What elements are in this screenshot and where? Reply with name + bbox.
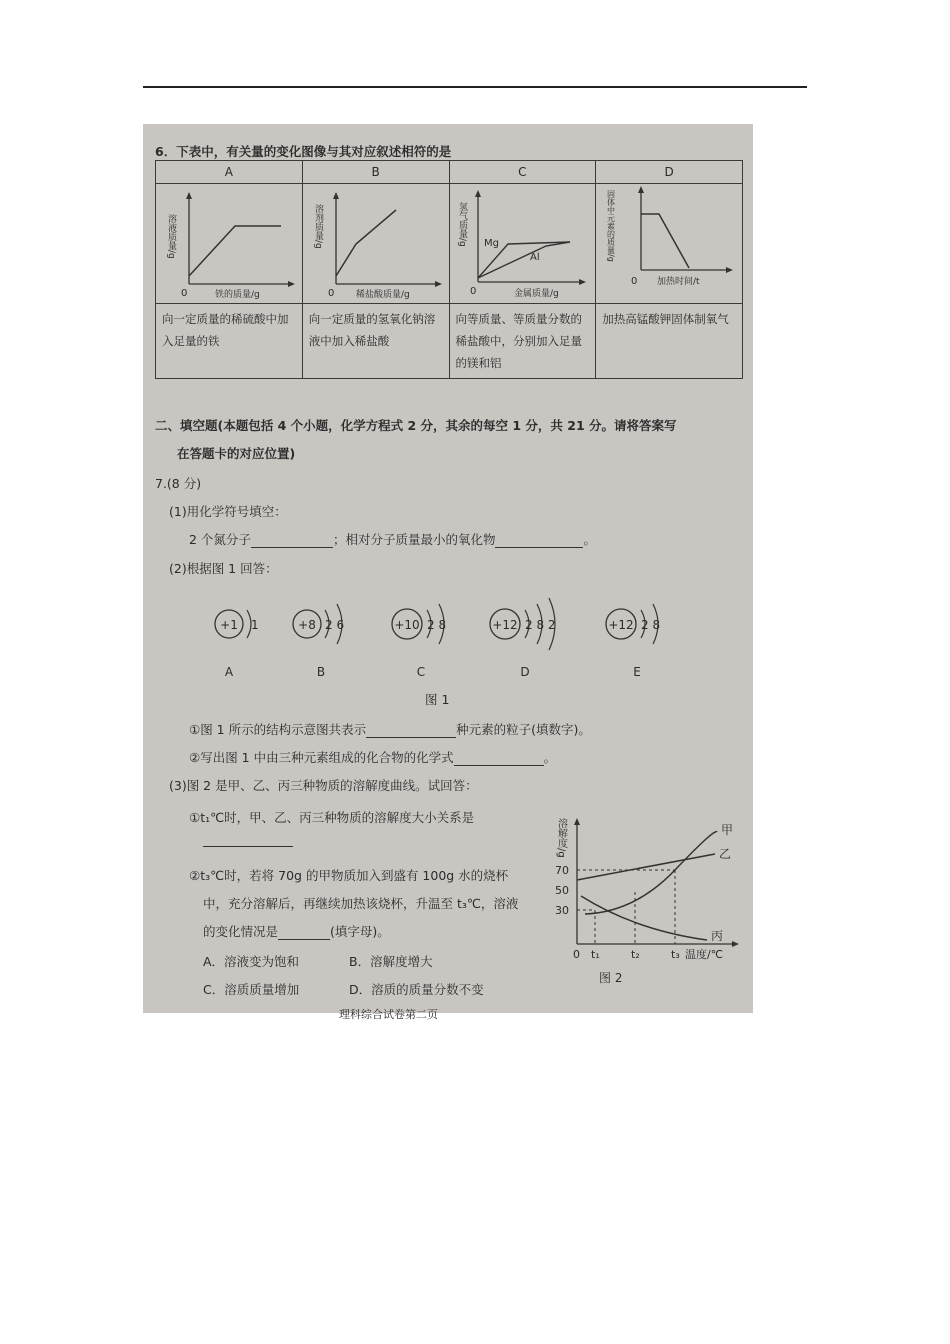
graph-d-origin: 0 <box>631 276 638 287</box>
q7-part3: (3)图 2 是甲、乙、丙三种物质的溶解度曲线。试回答： <box>169 778 478 793</box>
q6-graph-a-cell <box>156 184 303 304</box>
q7-part3-b1: ②t₃℃时，若将 70g 的甲物质加入到盛有 100g 水的烧杯 <box>189 868 509 883</box>
ytick-50: 50 <box>555 884 569 897</box>
svg-text:2 6: 2 6 <box>325 618 345 632</box>
svg-text:+1: +1 <box>220 618 238 632</box>
svg-text:1: 1 <box>251 618 259 632</box>
header-rule <box>143 86 807 88</box>
svg-text:+12: +12 <box>608 618 634 632</box>
q7-blank-2[interactable] <box>495 533 583 548</box>
atom-e <box>606 604 660 679</box>
q7-part1-end: 。 <box>583 532 596 547</box>
q7-part2-b-text1: ②写出图 1 中由三种元素组成的化合物的化学式 <box>189 750 454 765</box>
curve-bing <box>581 896 707 940</box>
q6-desc-d: 加热高锰酸钾固体制氧气 <box>596 304 743 379</box>
atom-b <box>293 604 344 679</box>
q6-graph-b <box>306 184 446 300</box>
curve-jia-label: 甲 <box>721 823 734 837</box>
svg-text:2 8: 2 8 <box>427 618 447 632</box>
atom-d <box>490 598 556 679</box>
q7-part3-b3: 的变化情况是 <box>203 924 279 939</box>
ytick-30: 30 <box>555 904 569 917</box>
q7-part1-b: ；相对分子质量最小的氧化物 <box>332 532 496 547</box>
graph-b-ylabel: 溶剂质量/g <box>312 204 323 249</box>
q6-header-d: D <box>596 161 743 184</box>
xtick-0: 0 <box>573 948 580 961</box>
graph-c-ylabel: 氢气质量/g <box>457 202 468 247</box>
q7-part2-b <box>189 748 556 766</box>
curve-yi-label: 乙 <box>719 847 732 861</box>
q7-part1: (1)用化学符号填空： <box>169 504 287 519</box>
graph-d-ylabel: 固体中元素的质量/g <box>606 190 616 262</box>
exam-photo <box>143 124 753 1021</box>
q6-desc-b: 向一定质量的氢氧化钠溶液中加入稀盐酸 <box>302 304 449 379</box>
x-axis-label: 温度/℃ <box>685 948 724 961</box>
xtick-t2: t₂ <box>631 948 640 961</box>
curve-yi <box>577 854 715 880</box>
svg-text:+8: +8 <box>298 618 316 632</box>
curve-bing-label: 丙 <box>711 929 724 943</box>
q6-graph-d <box>599 184 739 300</box>
svg-text:C: C <box>416 665 426 679</box>
q6-desc-a: 向一定质量的稀硫酸中加入足量的铁 <box>156 304 303 379</box>
q7-part3-a: ①t₁℃时，甲、乙、丙三种物质的溶解度大小关系是 <box>189 810 475 825</box>
figure-2-caption: 图 2 <box>599 971 623 985</box>
svg-text:2 8: 2 8 <box>641 618 661 632</box>
q7-option-c[interactable]: C．溶质质量增加 <box>203 982 300 997</box>
q7-part3-b2: 中，充分溶解后，再继续加热该烧杯，升温至 t₃℃，溶液 <box>203 896 519 911</box>
graph-c-origin: 0 <box>470 286 477 297</box>
q7-part3-b4: (填字母)。 <box>330 924 390 939</box>
q7-blank-1[interactable] <box>251 533 333 548</box>
atom-c <box>392 604 446 679</box>
q7-blank-4[interactable] <box>454 751 544 766</box>
q7-part2: (2)根据图 1 回答： <box>169 561 278 576</box>
svg-text:+10: +10 <box>394 618 420 632</box>
q7-blank-3[interactable] <box>366 723 456 738</box>
q6-stem: 6．下表中，有关量的变化图像与其对应叙述相符的是 <box>155 144 452 159</box>
q7-head: 7.(8 分) <box>155 476 202 491</box>
section2-line1: 二、填空题(本题包括 4 个小题，化学方程式 2 分，其余的每空 1 分，共 21 分。请将答案写 <box>155 418 677 433</box>
graph-c-mg-label: Mg <box>484 238 500 249</box>
q6-graph-c-cell <box>449 184 596 304</box>
figure-2-solubility <box>535 814 751 1000</box>
y-axis-label: 溶解度/g <box>555 818 567 858</box>
q6-header-b: B <box>302 161 449 184</box>
graph-a-origin: 0 <box>180 288 188 299</box>
q6-table <box>155 160 743 379</box>
section2-line2: 在答题卡的对应位置) <box>177 446 296 461</box>
figure-1-atoms <box>193 594 713 684</box>
q7-part2-a-text1: ①图 1 所示的结构示意图共表示 <box>189 722 367 737</box>
q7-option-b[interactable]: B．溶解度增大 <box>349 954 433 969</box>
curve-jia <box>585 832 717 914</box>
q7-part1-a: 2 个氮分子 <box>189 532 251 547</box>
graph-d-xlabel: 加热时间/t <box>657 277 700 287</box>
q7-part3-b3-line <box>203 922 390 940</box>
q7-part2-a-text2: 种元素的粒子(填数字)。 <box>456 722 591 737</box>
graph-a-xlabel: 铁的质量/g <box>214 290 260 300</box>
q6-graph-d-cell <box>596 184 743 304</box>
ytick-70: 70 <box>555 864 569 877</box>
q6-graph-c <box>452 184 592 300</box>
page-footer: 理科综合试卷第二页 <box>339 1008 438 1021</box>
svg-text:A: A <box>224 665 234 679</box>
graph-c-al-label: Al <box>530 252 540 263</box>
q7-part2-a <box>189 720 591 738</box>
q6-graph-b-cell <box>302 184 449 304</box>
q7-blank-5[interactable] <box>203 832 293 847</box>
graph-a-ylabel: 溶液质量/g <box>165 214 176 259</box>
q6-header-a: A <box>156 161 303 184</box>
svg-text:2 8 2: 2 8 2 <box>525 618 556 632</box>
graph-c-xlabel: 金属质量/g <box>514 289 560 299</box>
xtick-t3: t₃ <box>671 948 680 961</box>
figure-1-caption: 图 1 <box>425 692 450 707</box>
svg-text:E: E <box>633 665 641 679</box>
graph-b-origin: 0 <box>327 288 334 299</box>
svg-text:+12: +12 <box>492 618 518 632</box>
q7-part2-b-text2: 。 <box>543 750 557 765</box>
q7-option-d[interactable]: D．溶质的质量分数不变 <box>349 982 484 997</box>
q7-part1-line <box>189 530 596 548</box>
q7-option-a[interactable]: A．溶液变为饱和 <box>203 954 300 969</box>
q7-blank-6[interactable] <box>278 925 330 940</box>
graph-b-xlabel: 稀盐酸质量/g <box>355 290 410 300</box>
q6-header-c: C <box>449 161 596 184</box>
q6-graph-a <box>159 184 299 300</box>
svg-text:D: D <box>520 665 530 679</box>
svg-text:B: B <box>316 665 326 679</box>
atom-a <box>215 610 259 679</box>
q6-desc-c: 向等质量、等质量分数的稀盐酸中，分别加入足量的镁和铝 <box>449 304 596 379</box>
xtick-t1: t₁ <box>591 948 600 961</box>
